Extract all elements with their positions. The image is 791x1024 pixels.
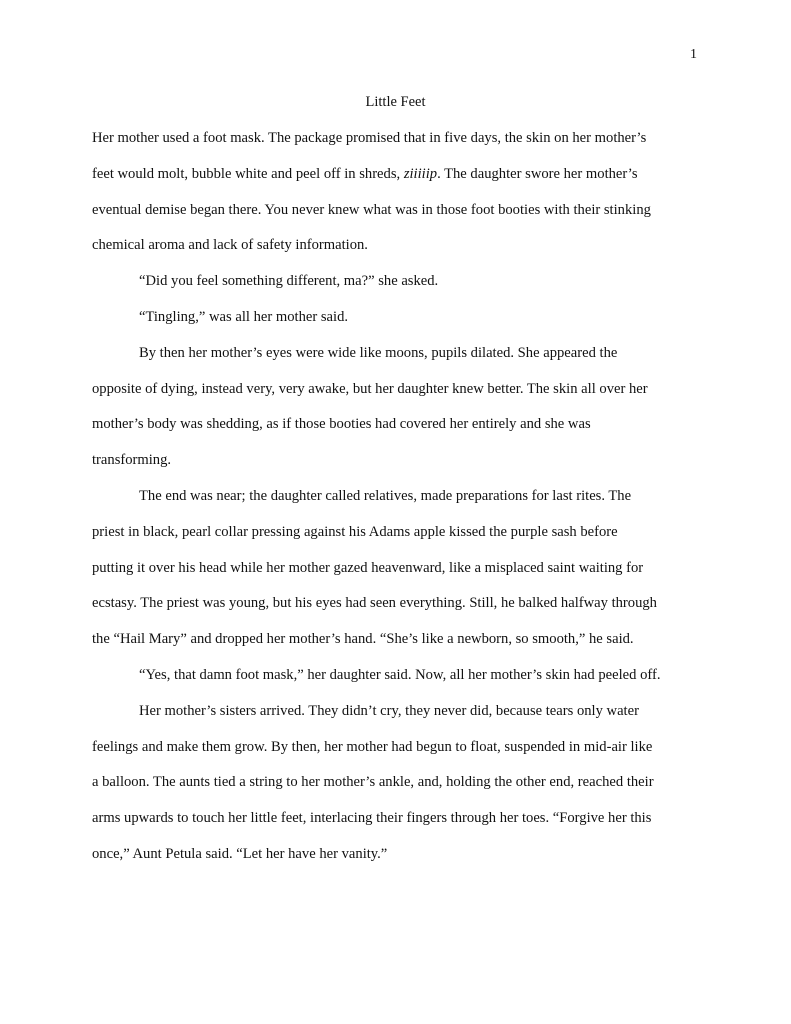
- text-line: priest in black, pearl collar pressing against his Adams apple kissed the purple sash before: [92, 523, 618, 540]
- text-line: ecstasy. The priest was young, but his eyes had seen everything. Still, he balked halfway through: [92, 595, 657, 612]
- text-line: transforming.: [92, 452, 172, 469]
- text-line: Her mother used a foot mask. The package promised that in five days, the skin on her mother’s: [92, 130, 647, 146]
- text-line: opposite of dying, instead very, very awake, but her daughter knew better. The skin all over her: [92, 380, 648, 397]
- text-line: chemical aroma and lack of safety information.: [92, 237, 368, 254]
- text-line: “Yes, that damn foot mask,” her daughter said. Now, all her mother’s skin had peeled off.: [139, 666, 661, 683]
- text-segment: feet would molt, bubble white and peel off in shreds,: [92, 165, 404, 182]
- text-line: once,” Aunt Petula said. “Let her have her vanity.”: [92, 845, 388, 862]
- paragraph: [92, 300, 704, 336]
- text-line: a balloon. The aunts tied a string to her mother’s ankle, and, holding the other end, reached their: [92, 774, 654, 791]
- text-line: the “Hail Mary” and dropped her mother’s hand. “She’s like a newborn, so smooth,” he said.: [92, 631, 634, 648]
- paragraph: [92, 694, 704, 873]
- text-line: By then her mother’s eyes were wide like moons, pupils dilated. She appeared the: [139, 344, 618, 361]
- text-line: putting it over his head while her mother gazed heavenward, like a misplaced saint waiting for: [92, 559, 644, 576]
- paragraph: [92, 336, 704, 479]
- text-line: “Tingling,” was all her mother said.: [139, 308, 349, 325]
- page-number: 1: [690, 47, 697, 62]
- text-line: “Did you feel something different, ma?” she asked.: [139, 273, 439, 290]
- document-title: Little Feet: [365, 94, 426, 110]
- text-line: The end was near; the daughter called relatives, made preparations for last rites. The: [139, 487, 632, 504]
- text-segment: . The daughter swore her mother’s: [437, 165, 638, 182]
- text-line: mother’s body was shedding, as if those booties had covered her entirely and she was: [92, 416, 591, 433]
- paragraph: [92, 658, 704, 694]
- story-body: [92, 121, 704, 873]
- paragraph: [92, 479, 704, 658]
- paragraph: [92, 121, 704, 264]
- italic-word: ziiiiip: [403, 165, 438, 182]
- text-line: [92, 157, 704, 193]
- paragraph: [92, 264, 704, 300]
- text-line: Her mother’s sisters arrived. They didn’t cry, they never did, because tears only water: [139, 702, 639, 719]
- text-line: feelings and make them grow. By then, her mother had begun to float, suspended in mid-air like: [92, 738, 653, 755]
- text-line: eventual demise began there. You never knew what was in those foot booties with their stinking: [92, 201, 651, 218]
- text-line: arms upwards to touch her little feet, interlacing their fingers through her toes. “Forgive her this: [92, 810, 652, 827]
